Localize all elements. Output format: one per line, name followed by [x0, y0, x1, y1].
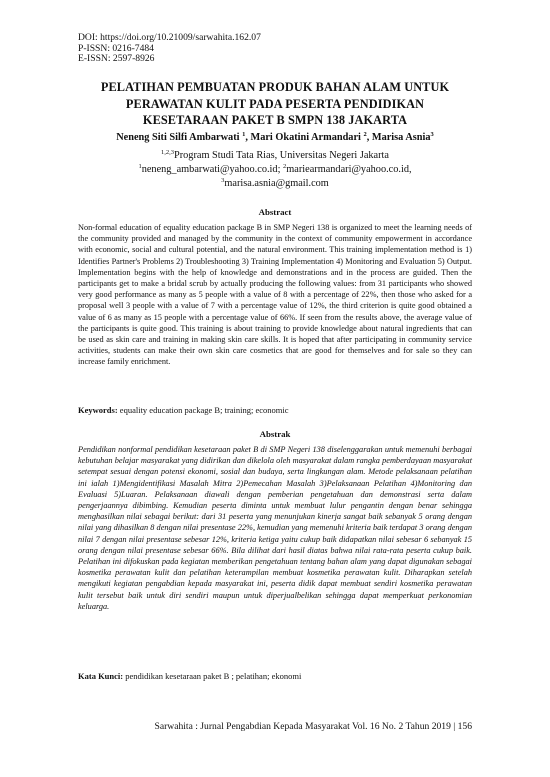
affiliation-text: Program Studi Tata Rias, Universitas Negeri Jakarta	[174, 150, 389, 161]
kata-kunci-label: Kata Kunci:	[78, 671, 124, 681]
keywords-text: equality education package B; training; economic	[117, 405, 289, 415]
email-line	[60, 163, 490, 177]
author-2: Mari Okatini Armandari	[250, 132, 361, 143]
title-line-1: PELATIHAN PEMBUATAN PRODUK BAHAN ALAM UNTUK	[100, 80, 450, 94]
email-line-2	[60, 177, 490, 191]
eissn-line: E-ISSN: 2597-8926	[78, 53, 155, 65]
kata-kunci-line	[78, 671, 472, 682]
kata-kunci-text: pendidikan kesetaraan paket B ; pelatihan; ekonomi	[123, 671, 302, 681]
affiliation-block	[60, 149, 490, 191]
abstrak-body: Pendidikan nonformal pendidikan kesetaraan paket B di SMP Negeri 138 diselenggarakan untuk memenuhi berbagai kebutuhan belajar masyarakat yang didirikan dan dikelola oleh masyarakat dalam rangka pemberdayaan masyarakat setempat sesuai dengan potensi ekonomi, sosial dan budaya, serta lingkungan alam. Metode pelaksanaan pelatihan ini ialah 1)Mengidentifikasi Masalah Mitra 2)Pemecahan Masalah 3)Pelaksanaan Pelatihan 4)Monitoring dan Evaluasi 5)Luaran. Pelaksanaan diawali dengan pemberian pengetahuan dan demonstrasi serta dalam pengerjaannya dibimbing. Kemudian peserta diminta untuk membuat lulur pengantin dengan benar sehingga menghasilkan nilai sebagai berikut: dari 31 peserta yang menunjukan kinerja sangat baik sebanyak 5 orang dengan nilai yang dihasilkan 8 dengan nilai presentase 22%, kemudian yang memenuhi kriteria baik terdapat 3 orang dengan nilai 7 dengan nilai presentase sebesar 12%, kriteria ketiga yaitu cukup baik didapatkan nilai sebesar 6 sebanyak 15 orang dengan nilai presentase sebesar 66%. Bila dilihat dari hasil diatas bahwa nilai rata-rata peserta cukup baik. Pelatihan ini difokuskan pada kegiatan memberikan pengetahuan tentang bahan alam yang dapat digunakan sebagai kosmetika perawatan kulit dan pelatihan keterampilan membuat kosmetika perawatan kulit. Diharapkan setelah mengikuti kegiatan pengabdian kepada masyarakat ini, peserta didik dapat membuat sendiri kosmetika perawatan kulit tersebut baik untuk diri sendiri maupun untuk diperjualbelikan sehingga dapat memperkuat perkonomian keluarga.	[78, 445, 472, 611]
affiliation-line	[60, 149, 490, 163]
abstrak-heading: Abstrak	[259, 429, 291, 439]
email-2-marker: 2	[283, 163, 287, 170]
title-line-3: KESETARAAN PAKET B SMPN 138 JAKARTA	[142, 113, 408, 127]
paper-title	[60, 79, 490, 129]
affiliation-marker: 1,2,3	[161, 149, 174, 156]
email-2[interactable]: mariearmandari@yahoo.co.id,	[286, 164, 412, 175]
author-list	[60, 131, 490, 145]
author-2-marker: 2	[363, 131, 367, 138]
doi-line[interactable]: DOI: https://doi.org/10.21009/sarwahita.162.07	[78, 32, 261, 43]
author-3-marker: 3	[430, 131, 434, 138]
keywords-line	[78, 405, 472, 416]
email-3[interactable]: marisa.asnia@gmail.com	[224, 178, 329, 189]
publication-metadata	[78, 33, 261, 65]
email-3-marker: 3	[221, 177, 225, 184]
abstract-heading: Abstract	[258, 207, 292, 217]
title-line-2: PERAWATAN KULIT PADA PESERTA PENDIDIKAN	[125, 96, 425, 111]
pissn-line: P-ISSN: 0216-7484	[78, 42, 154, 54]
author-separator: ,	[245, 132, 251, 143]
abstract-body: Non-formal education of equality education package B in SMP Negeri 138 is organized to meet the learning needs of the community provided and managed by the community in the context of community empowerment in accordance with economic, social and cultural potential, and the natural environment. This training implementation method is 1) Identifies Partner's Problems 2) Troubleshooting 3) Training Implementation 4) Monitoring and Evaluation 5) Output. Implementation begins with the help of knowledge and demonstrations and in the process are guided. Then the participants get to make a bridal scrub by actually producing the following values: from 31 participants who showed very good performance as many as 5 people with a value of 8 with a percentage of 22%, then those who asked for a proposal well 3 people with a value of 7 with a percentage value of 12%, the third criterion is quite good obtained a value of 6 as many as 15 people with a percentage value of 66%. If seen from the results above, the average value of the participants is quite good. This training is about training to provide knowledge about natural ingredients that can be used as skin care and training in making skin care skills. It is hoped that after participating in community service activities, students can make their own skin care cosmetics that are good for themselves and for sale so they can increase family enrichment.	[78, 223, 472, 367]
author-1-marker: 1	[242, 131, 246, 138]
author-1: Neneng Siti Silfi Ambarwati	[116, 132, 240, 143]
email-1-marker: 1	[138, 163, 142, 170]
keywords-label: Keywords:	[78, 405, 118, 415]
author-separator: ,	[366, 132, 372, 143]
email-1[interactable]: neneng_ambarwati@yahoo.co.id;	[141, 164, 281, 175]
page-footer: Sarwahita : Jurnal Pengabdian Kepada Masyarakat Vol. 16 No. 2 Tahun 2019 | 156	[154, 721, 472, 732]
author-3: Marisa Asnia	[371, 132, 431, 143]
